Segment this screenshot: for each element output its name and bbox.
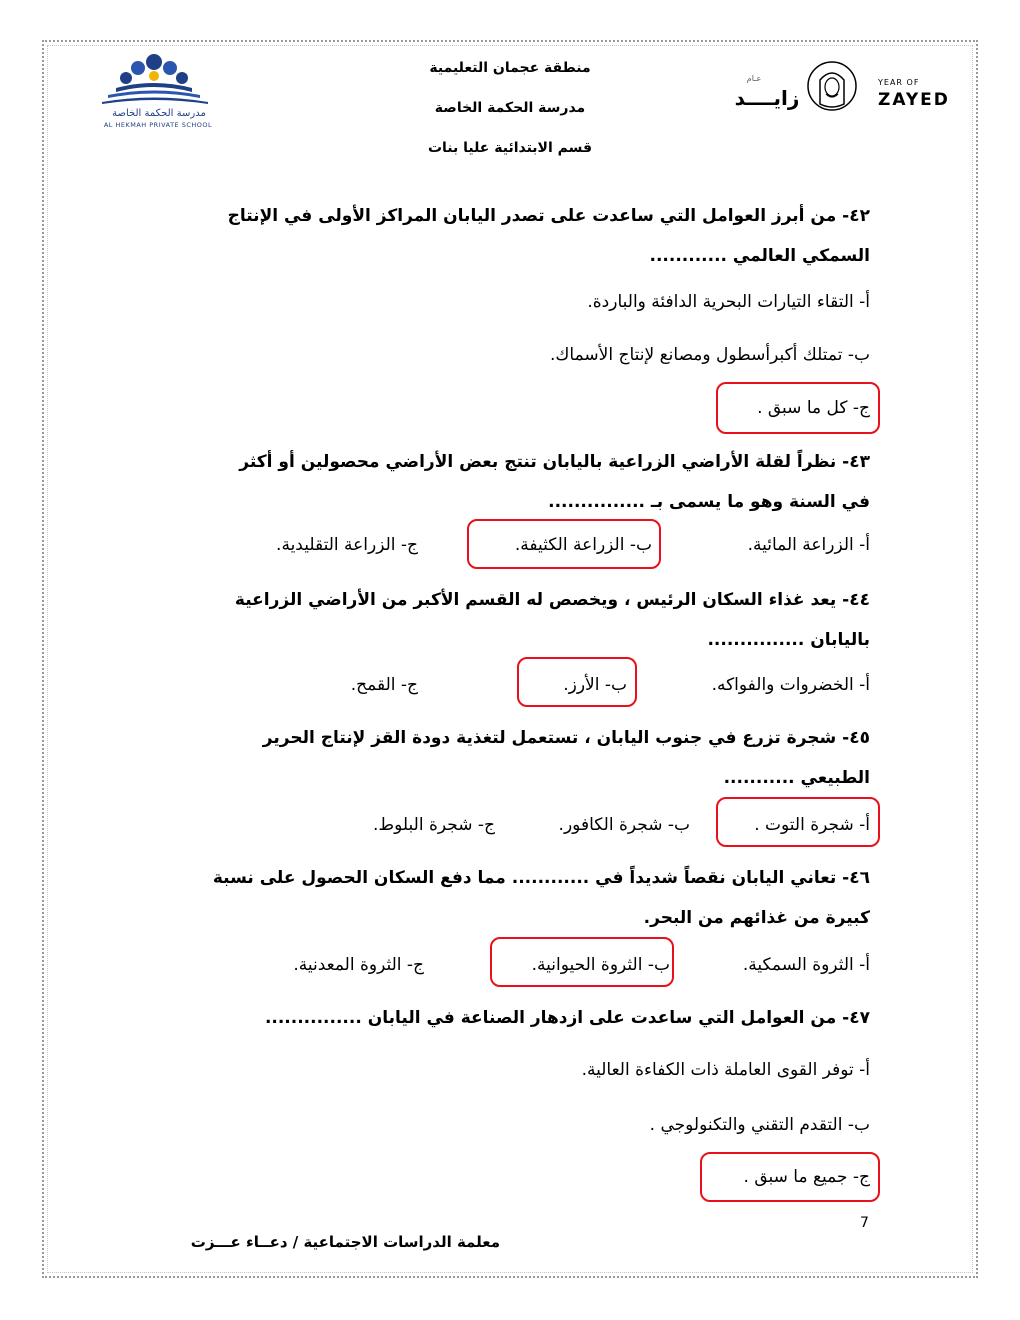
year-of-zayed-logo	[732, 58, 950, 138]
option-b: ب- الثروة الحيوانية.	[531, 955, 670, 975]
question-text: ٤٤- يعد غذاء السكان الرئيس ، ويخصص له القسم الأكبر من الأراضي الزراعية	[234, 590, 870, 610]
option-a: أ- التقاء التيارات البحرية الدافئة والباردة.	[587, 292, 870, 312]
school-name-english: AL HEKMAH PRIVATE SCHOOL	[103, 121, 213, 129]
header-school: مدرسة الحكمة الخاصة	[434, 100, 586, 116]
option-b: ب- الزراعة الكثيفة.	[514, 535, 652, 555]
zayed-english: ZAYED	[878, 90, 950, 110]
question-text: باليابان ...............	[707, 630, 870, 650]
question-text: ٤٣- نظراً لقلة الأراضي الزراعية باليابان تنتج بعض الأراضي محصولين أو أكثر	[239, 452, 870, 472]
question-text: ٤٧- من العوامل التي ساعدت على ازدهار الصناعة في اليابان ...............	[264, 1008, 870, 1028]
option-b: ب- التقدم التقني والتكنولوجي .	[649, 1115, 870, 1135]
header-zone: منطقة عجمان التعليمية	[429, 60, 591, 76]
option-c: ج- كل ما سبق .	[757, 398, 870, 418]
footer-teacher: معلمة الدراسات الاجتماعية / دعــاء عـــزت	[190, 1233, 500, 1251]
question-44	[170, 580, 870, 660]
question-42	[170, 196, 870, 276]
question-47	[170, 998, 870, 1038]
option-a: أ- الزراعة المائية.	[747, 535, 870, 555]
option-a: أ- الخضروات والفواكه.	[711, 675, 870, 695]
option-a: أ- شجرة التوت .	[754, 815, 870, 835]
question-text: ٤٢- من أبرز العوامل التي ساعدت على تصدر اليابان المراكز الأولى في الإنتاج	[227, 206, 870, 226]
question-text: في السنة وهو ما يسمى بـ ...............	[548, 492, 870, 512]
header-section: قسم الابتدائية عليا بنات	[427, 140, 593, 156]
option-b: ب- تمتلك أكبرأسطول ومصانع لإنتاج الأسماك.	[550, 345, 870, 365]
question-text: الطبيعي ...........	[723, 768, 870, 788]
question-43	[170, 442, 870, 522]
option-c: ج- شجرة البلوط.	[373, 815, 495, 835]
option-c: ج- القمح.	[350, 675, 418, 695]
school-emblem-icon	[86, 48, 226, 110]
question-text: ٤٥- شجرة تزرع في جنوب اليابان ، تستعمل لتغذية دودة القز لإنتاج الحرير	[262, 728, 870, 748]
option-a: أ- الثروة السمكية.	[742, 955, 870, 975]
question-45	[170, 718, 870, 798]
page-number: 7	[860, 1215, 869, 1231]
school-logo	[86, 48, 226, 132]
option-a: أ- توفر القوى العاملة ذات الكفاءة العالية.	[581, 1060, 870, 1080]
question-text: السمكي العالمي ............	[649, 246, 870, 266]
school-name-arabic: مدرسة الحكمة الخاصة	[112, 108, 206, 119]
question-46	[170, 858, 870, 938]
option-c: ج- الثروة المعدنية.	[293, 955, 424, 975]
zayed-arabic: زايــــد	[734, 86, 800, 110]
question-text: ٤٦- تعاني اليابان نقصاً شديداً في ............ مما دفع السكان الحصول على نسبة	[212, 868, 870, 888]
question-text: كبيرة من غذائهم من البحر.	[643, 908, 870, 928]
option-b: ب- الأرز.	[563, 675, 627, 695]
year-of-label: YEAR OF	[878, 78, 920, 87]
zayed-portrait-icon	[806, 60, 858, 112]
option-c: ج- جميع ما سبق .	[743, 1167, 870, 1187]
zayed-small-arabic: عـام	[746, 74, 762, 83]
option-b: ب- شجرة الكافور.	[558, 815, 690, 835]
option-c: ج- الزراعة التقليدية.	[276, 535, 418, 555]
